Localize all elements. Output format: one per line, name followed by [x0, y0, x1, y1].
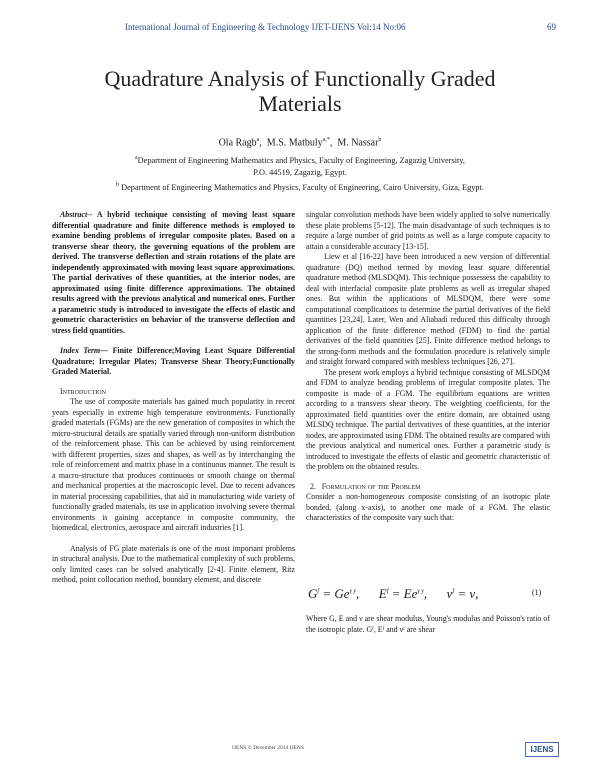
abstract-text: A hybrid technique consisting of moving least square differential quadrature and finite difference methods is employed to examine bending problems of irregular composite plates. Based on a transverse shear theory, the governing equations of the problem are derived. The transverse deflection and strain rotations of the plate are independently approximated with moving least square approximations. The partial derivatives of these quantities, at the interior nodes, are approximated using finite difference approximations. The obtained results agreed with the previous analytical and numerical ones. Further a parametric study is introduced to investigate the effects of elastic and geometric characteristics on behavior of the transverse deflection and stress field quantities. [52, 210, 295, 335]
index-terms-label: Index Term— [60, 346, 109, 355]
author-3-sup: b [378, 137, 382, 143]
author-1: Ola Ragb [218, 137, 257, 149]
intro-paragraph-2: Analysis of FG plate materials is one of the most important problems in structural analysis. Due to the mathematical complexity of such problems, only limited cases can be solved analytically [2-4]. Finite element, Ritz method, point collocation method, boundary element, and discrete [52, 543, 295, 584]
running-header [0, 19, 600, 35]
intro-paragraph-1: The use of composite materials has gained much popularity in recent years especially in extreme high temperature environments. Functionally graded materials (FGMs) are the new generation of composites in which the micro-structural details are spatially varied through non-uniform distribution of the reinforcement phase. This can be achieved by using reinforcement with different properties, sizes and shapes, as well as by interchanging the role of reinforcement and matrix phase in a continuous manner. The result is a macro-structure that produces continuous or smooth change on thermal and mechanical properties at the macroscopic level. Due to recent advances in material processing capabilities, that aid in manufacturing wide variety of functionally graded materials, its use in application involving severe thermal environments is gaining acceptance in composite community, the biomedical, electronics, aerospace and aircraft industries [1]. [52, 397, 295, 532]
right-paragraph-2: Liew et al [16-22] have been introduced a new version of differential quadrature (DQ) method termed by moving least square differential quadrature method (MLSDQM). This technique possessess the capability to deal with interfacial composite plate problems as well as irregular shaped ones. But within the applications of MLSDQM, there were some computational complications to determine the partial derivatives of the field quantities [23,24]. Later, Wen and Aliabadi reduced this difficulty through application of the finite difference method (FDM) to find the partial derivatives of the field quantities [25]. Finite difference method belongs to the strong-form methods and the formulation procedure is relatively simple and straight forward compared with meshless techniques [26, 27]. [306, 252, 550, 366]
author-list: Ola Ragb$^a$, M.S. Matbuly$^{a,*}$, M. Nassar$^b$ [218, 137, 382, 149]
page-footer [0, 742, 600, 756]
author-1-sup: a [256, 137, 260, 143]
right-paragraph-1: singular convolution methods have been widely applied to solve numerically these plate problems [5-12]. The main disadvantage of such techniques is to require a large number of grid points as well as a large compute capacity to attain a considerable accuracy [13-15]. [306, 210, 550, 251]
abstract [52, 210, 295, 336]
right-paragraph-3: The present work employs a hybrid technique consisting of MLSDQM and FDM to analyze bending problems of irregular composite plates. The composite is made of a FGM. The equilibrium equations are written according to a transvers shear theory. The weighting coefficients, for the approximated field quantities over the entire domain, are obtained using MLSDQ technique. The partial derivatives of these quantities, at the interior nodes, are approximated using FDM. The obtained results are compared with the previous analytical and numerical ones. Further a parametric study is introduced to investigate the effects of elastic and geometric characteristic of the problem on the obtained results. [306, 367, 550, 471]
footer-text: IJENS © December 2014 IJENS [232, 745, 304, 751]
affil-a-line2: P.O. 44519, Zagazig, Egypt. [253, 167, 347, 177]
section-2-number: 2. [309, 481, 316, 491]
author-2: M.S. Matbuly [266, 137, 323, 149]
equation-body: $G^f = Ge^{\gamma y}$, $E^f = Ee^{\gamma y}$, $\nu^f = \nu$, [308, 586, 479, 601]
section-2-title: Formulation of the Problem [321, 481, 421, 491]
section-2-continued [306, 614, 550, 635]
author-2-sup: a,* [322, 137, 330, 143]
section-2-heading [306, 482, 550, 493]
intro-heading-text: Introduction [60, 386, 106, 396]
index-terms-text: Finite Difference;Moving Least Square Differential Quadrature; Irregular Plates; Transverse Shear Theory;Functionally Graded Material. [52, 346, 295, 376]
equation-1 [306, 580, 550, 606]
affiliations [0, 152, 600, 194]
affil-b-sup: b [116, 181, 120, 188]
page-number: 69 [547, 22, 556, 32]
index-terms [52, 346, 295, 378]
title-text: Quadrature Analysis of Functionally Graded Materials [104, 66, 496, 116]
equation-number: (1) [532, 588, 542, 597]
ijens-logo: IJENS [525, 742, 559, 757]
author-3: M. Nassar [337, 137, 379, 149]
section-2-paragraph-1: Consider a non-homogeneous composite consisting of an isotropic plate bonded, (along x-axis), to another one made of a FGM. The elastic characteristics of the composite vary such that: [306, 492, 550, 522]
affil-b-line: Department of Engineering Mathematics and Physics, Faculty of Engineering, Cairo University, Giza, Egypt. [121, 182, 484, 192]
right-column [306, 210, 550, 524]
affil-a-sup: a [134, 155, 138, 161]
journal-name: International Journal of Engineering & Technology IJET-IJENS Vol:14 No:06 [125, 22, 406, 32]
paper-title [0, 66, 600, 116]
affil-a-line1: Department of Engineering Mathematics and Physics, Faculty of Engineering, Zagazig University, [137, 155, 465, 165]
left-column [52, 210, 295, 586]
intro-heading [52, 387, 295, 398]
abstract-label: Abstract-- [60, 210, 93, 219]
section-2-paragraph-2: Where G, E and ν are shear modulus, Young's modulus and Poisson's ratio of the isotropic plate. Gᶠ, Eᶠ and νᶠ are shear [306, 614, 550, 634]
